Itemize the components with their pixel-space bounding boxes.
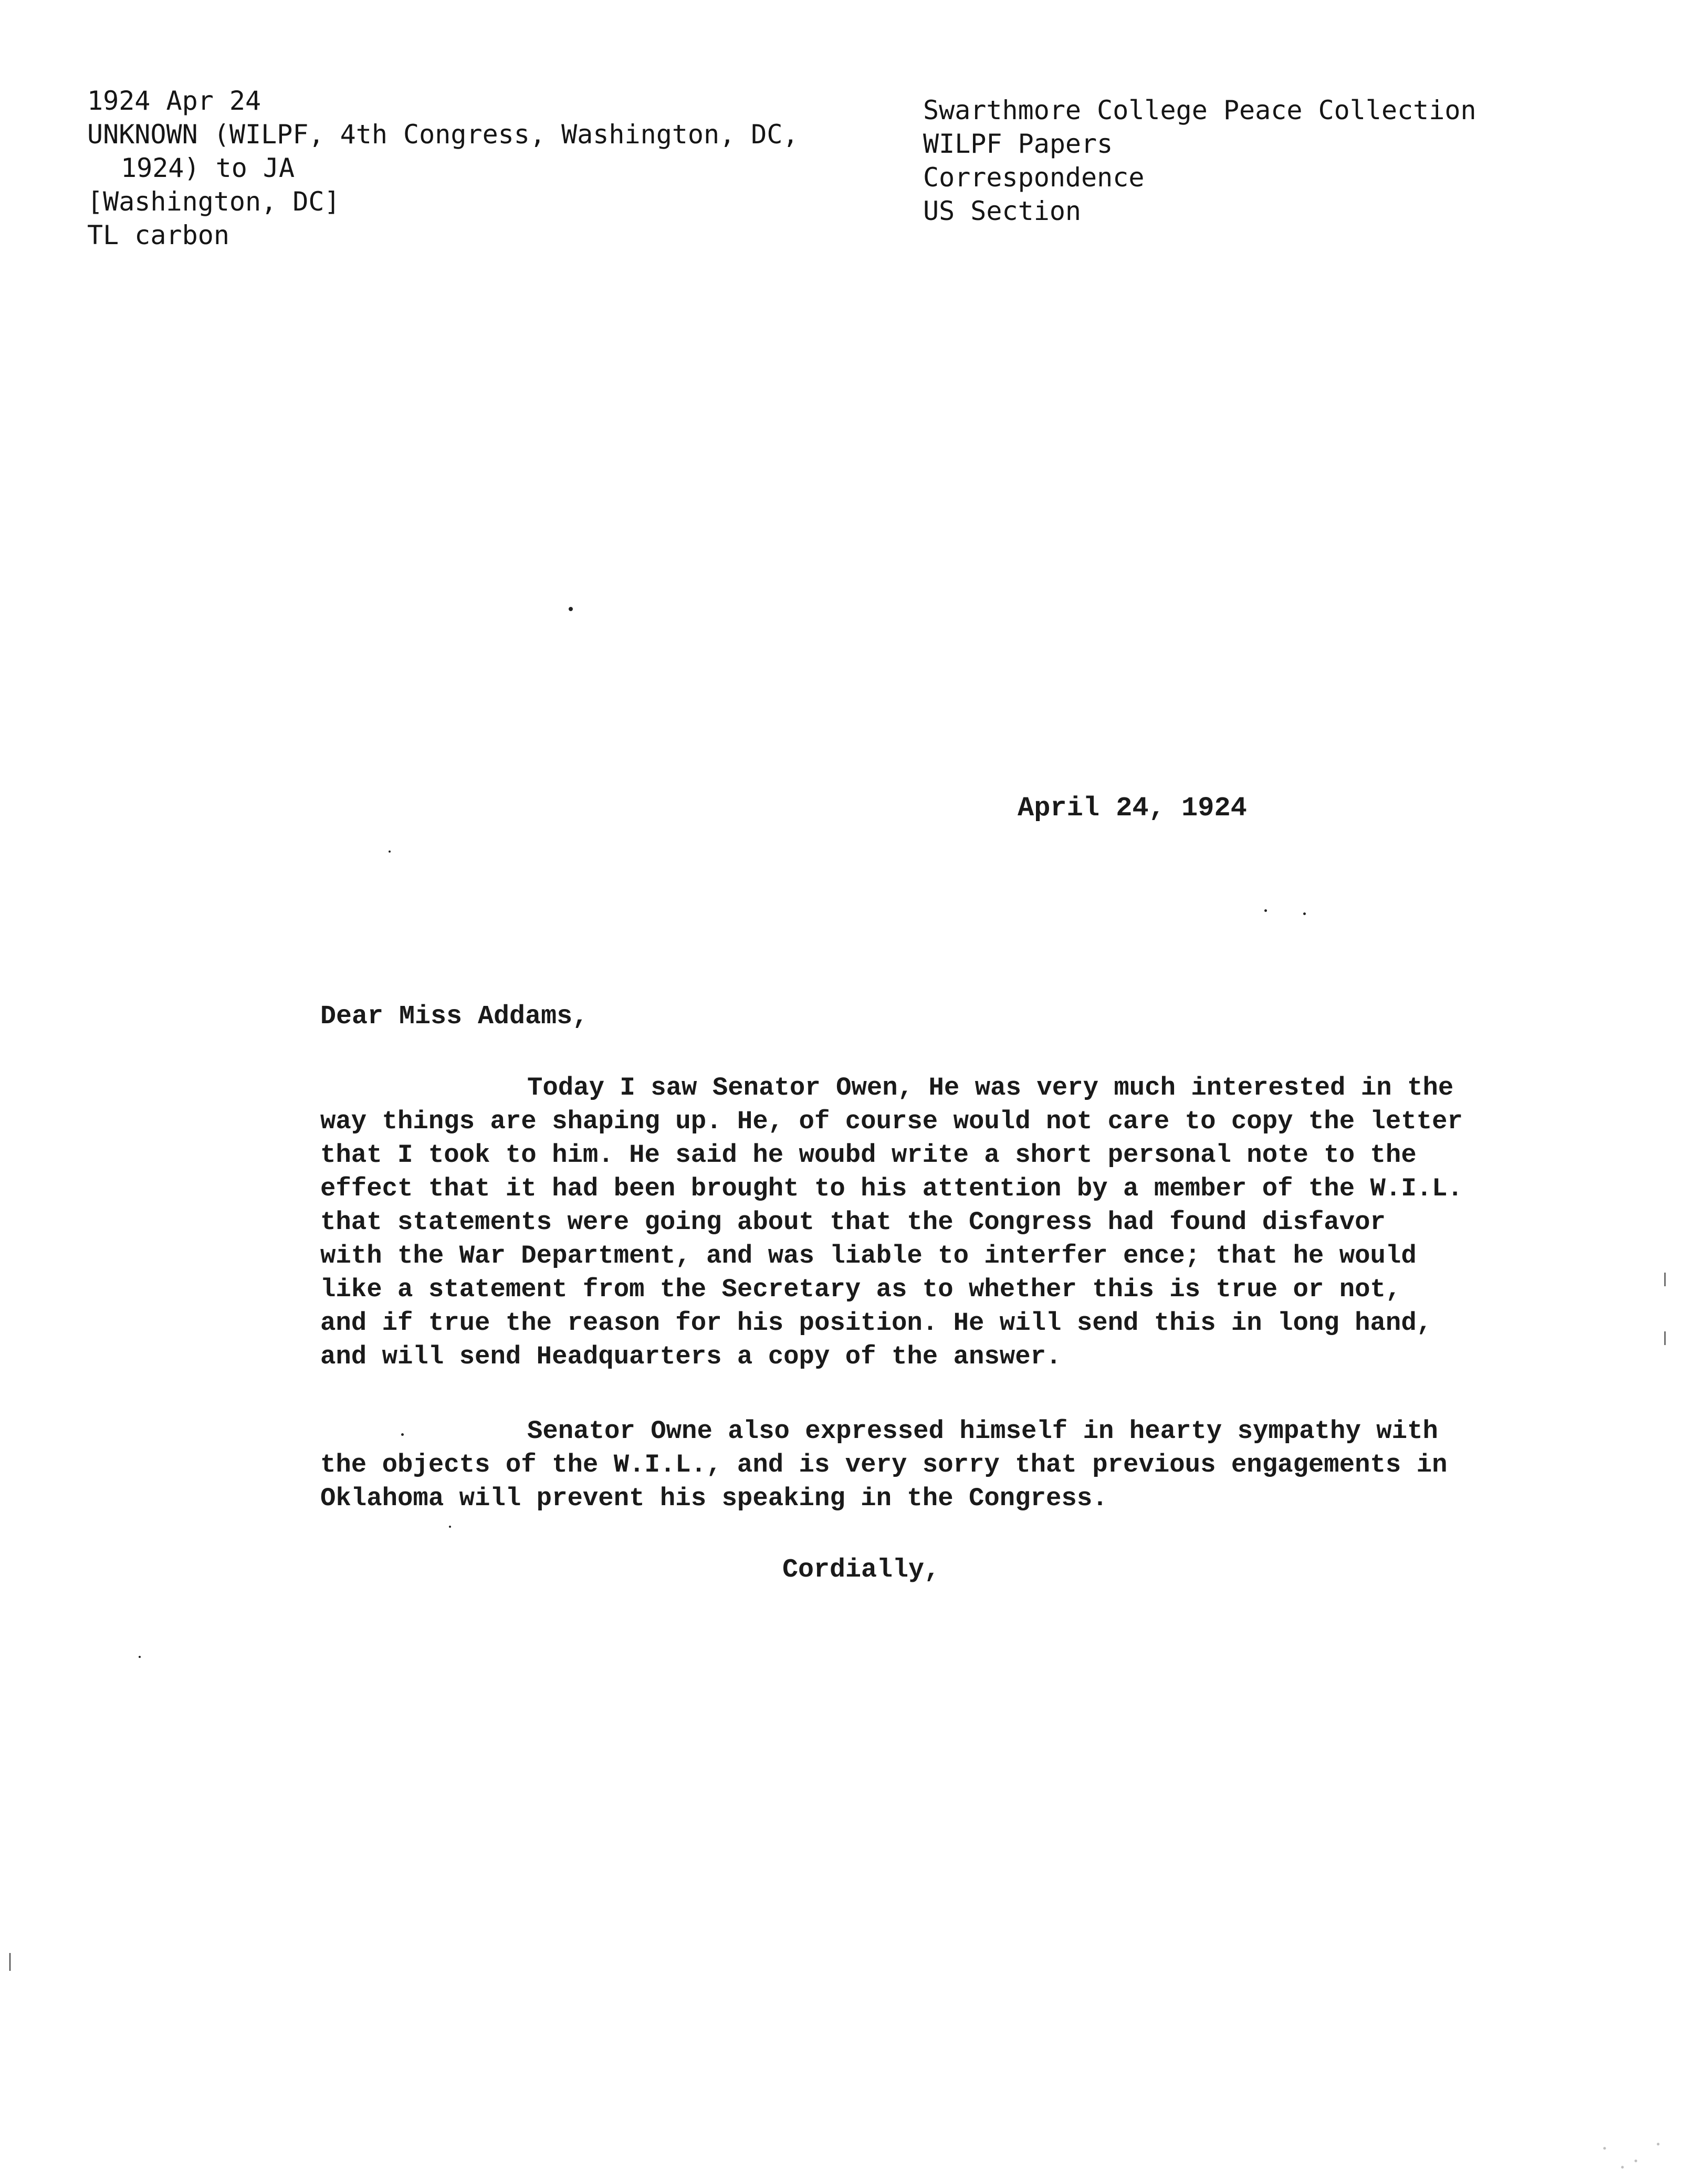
catalog-title: UNKNOWN (WILPF, 4th Congress, Washington, DC,	[87, 119, 799, 150]
paragraph-line: Today I saw Senator Owen, He was very much interested in the	[527, 1073, 1454, 1102]
scan-speck	[401, 1433, 404, 1436]
paragraph-line: way things are shaping up. He, of course would not care to copy the letter	[320, 1107, 1463, 1136]
scan-speck	[139, 1656, 141, 1658]
archive-papers: WILPF Papers	[923, 129, 1113, 159]
paragraph-line: and if true the reason for his position. He will send this in long hand,	[320, 1308, 1432, 1338]
archive-series: Correspondence	[923, 162, 1145, 193]
edge-mark	[1664, 1273, 1665, 1286]
catalog-date: 1924 Apr 24	[87, 86, 261, 116]
scan-speck	[1303, 912, 1306, 915]
paragraph-line: like a statement from the Secretary as to whether this is true or not,	[320, 1275, 1401, 1304]
scan-speck	[449, 1526, 451, 1528]
paragraph-line: Senator Owne also expressed himself in hearty sympathy with	[527, 1416, 1438, 1446]
catalog-title-continued: 1924) to JA	[121, 153, 295, 183]
letter-closing: Cordially,	[782, 1555, 940, 1585]
paragraph-line: the objects of the W.I.L., and is very sorry that previous engagements in	[320, 1450, 1448, 1479]
paragraph-line: that I took to him. He said he woubd write a short personal note to the	[320, 1140, 1417, 1170]
letter-salutation: Dear Miss Addams,	[320, 1002, 589, 1032]
paragraph-line: and will send Headquarters a copy of the answer.	[320, 1342, 1062, 1371]
paragraph-line: effect that it had been brought to his attention by a member of the W.I.L.	[320, 1174, 1463, 1203]
catalog-place: [Washington, DC]	[87, 186, 340, 217]
scan-speck	[389, 850, 391, 853]
archive-section: US Section	[923, 196, 1082, 226]
edge-mark	[9, 1953, 11, 1971]
scan-speck	[1264, 909, 1267, 912]
paragraph-line: Oklahoma will prevent his speaking in the Congress.	[320, 1484, 1108, 1513]
scan-speck	[569, 607, 573, 611]
letter-paragraph-1	[320, 1071, 1463, 1373]
archive-collection: Swarthmore College Peace Collection	[923, 95, 1476, 125]
archive-location	[923, 93, 1476, 228]
letter-paragraph-2	[320, 1414, 1448, 1515]
scan-noise	[1587, 2132, 1676, 2174]
paragraph-line: with the War Department, and was liable to interfer ence; that he would	[320, 1241, 1417, 1270]
letter-date: April 24, 1924	[1018, 793, 1247, 824]
paragraph-line: that statements were going about that the Congress had found disfavor	[320, 1208, 1386, 1237]
catalog-header	[87, 84, 799, 252]
catalog-format: TL carbon	[87, 220, 229, 250]
edge-mark	[1664, 1331, 1665, 1345]
